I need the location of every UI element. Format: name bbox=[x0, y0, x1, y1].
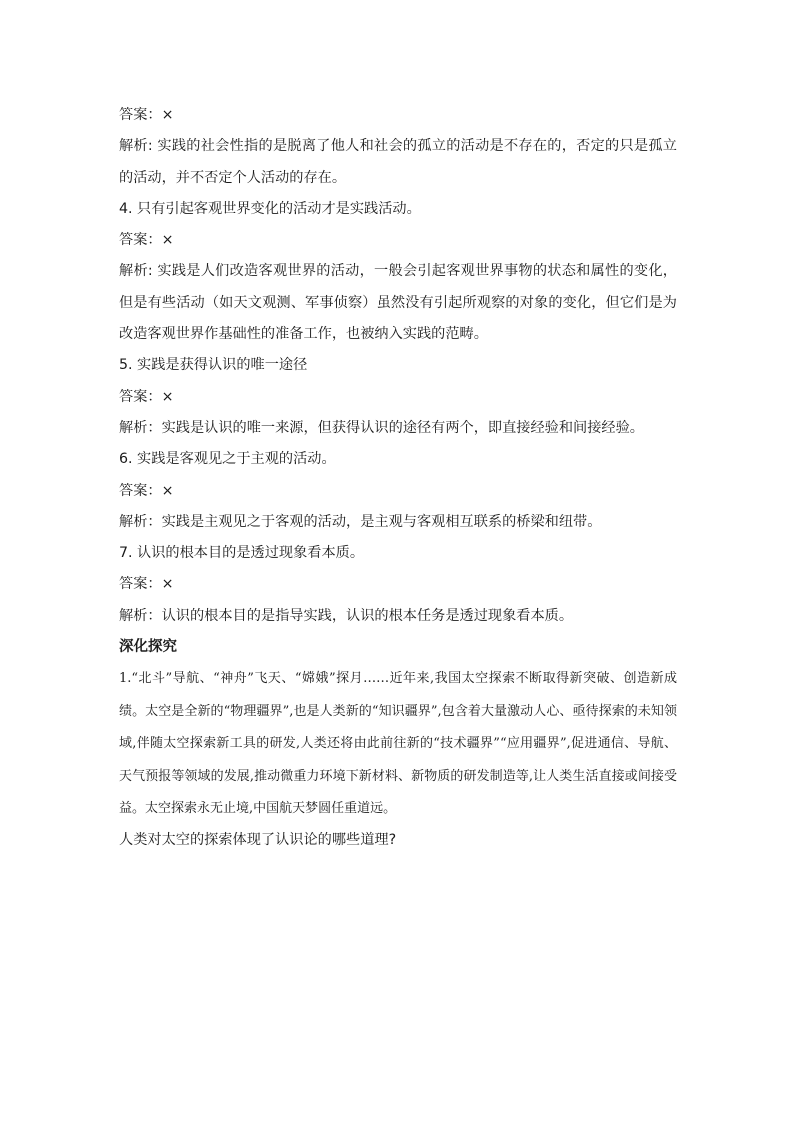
analysis-paragraph: 解析: 实践是人们改造客观世界的活动，一般会引起客观世界事物的状态和属性的变化，但是有些活动（如天文观测、军事侦察）虽然没有引起所观察的对象的变化，但它们是为改造客观世界作基础性的准备工作，也被纳入实践的范畴。 bbox=[119, 263, 677, 343]
analysis-paragraph: 解析：认识的根本目的是指导实践，认识的根本任务是透过现象看本质。 bbox=[119, 607, 574, 624]
analysis-paragraph: 解析：实践是认识的唯一来源，但获得认识的途径有两个，即直接经验和间接经验。 bbox=[119, 419, 644, 436]
document-content bbox=[119, 100, 677, 857]
question-item-5: 5. 实践是获得认识的唯一途径 bbox=[119, 357, 308, 374]
question-item-6: 6. 实践是客观见之于主观的活动。 bbox=[119, 451, 336, 468]
question-item-7: 7. 认识的根本目的是透过现象看本质。 bbox=[119, 545, 365, 562]
answer-line: 答案：× bbox=[119, 388, 174, 405]
answer-line: 答案：× bbox=[119, 576, 174, 593]
analysis-paragraph: 解析: 实践的社会性指的是脱离了他人和社会的孤立的活动是不存在的，否定的只是孤立的活动，并不否定个人活动的存在。 bbox=[119, 138, 677, 186]
section-heading: 深化探究 bbox=[119, 639, 177, 656]
answer-line: 答案：× bbox=[119, 232, 174, 249]
answer-line: 答案：× bbox=[119, 107, 174, 123]
question-item-4: 4. 只有引起客观世界变化的活动才是实践活动。 bbox=[119, 200, 421, 217]
analysis-paragraph: 解析：实践是主观见之于客观的活动，是主观与客观相互联系的桥梁和纽带。 bbox=[119, 513, 602, 530]
answer-line: 答案：× bbox=[119, 482, 174, 499]
inquiry-question: 人类对太空的探索体现了认识论的哪些道理? bbox=[119, 832, 397, 849]
case-material-paragraph: 1.“北斗”导航、“神舟”飞天、“嫦娥”探月……近年来,我国太空探索不断取得新突破、创造新成绩。太空是全新的“物理疆界”,也是人类新的“知识疆界”,包含着大量激动人心、亟待探索的未知领域,伴随太空探索新工具的研发,人类还将由此前往新的“技术疆界”“应用疆界”,促进通信、导航、天气预报等领域的发展,推动微重力环境下新材料、新物质的研发制造等,让人类生活直接或间接受益。太空探索永无止境,中国航天梦圆任重道远。 bbox=[119, 671, 677, 816]
